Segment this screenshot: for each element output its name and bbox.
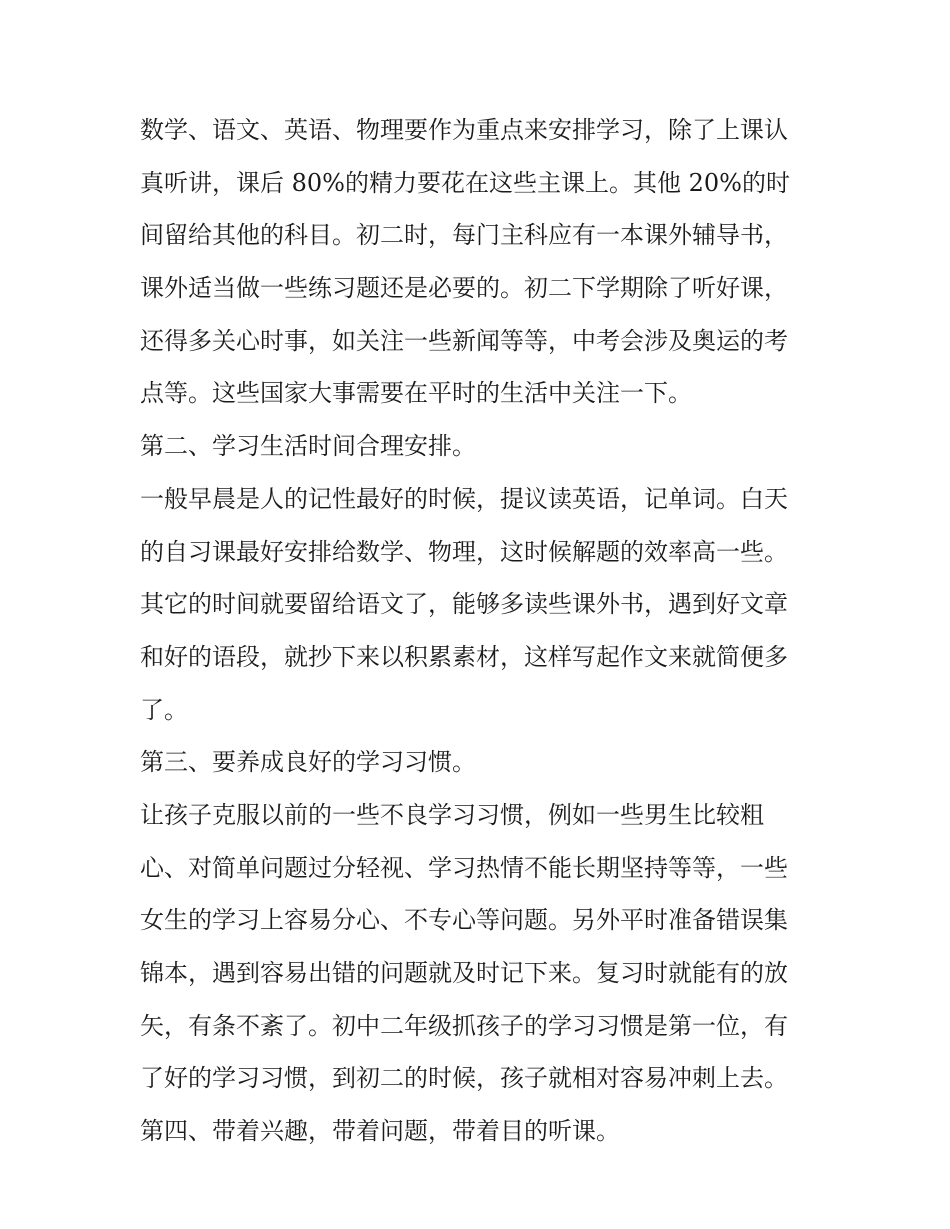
text-line: 了好的学习习惯，到初二的时候，孩子就相对容易冲刺上去。: [140, 1064, 788, 1093]
text-line: 间留给其他的科目。初二时，每门主科应有一本课外辅导书，: [140, 221, 788, 250]
section-heading-2: 第二、学习生活时间合理安排。: [140, 432, 476, 461]
text-line: 矢，有条不紊了。初中二年级抓孩子的学习习惯是第一位，有: [140, 1011, 788, 1040]
document-body: [140, 104, 820, 1158]
text-line: 真听讲，课后 80%的精力要花在这些主课上。其他 20%的时: [140, 168, 790, 197]
text-line: 还得多关心时事，如关注一些新闻等等，中考会涉及奥运的考: [140, 326, 788, 355]
text-line: 数学、语文、英语、物理要作为重点来安排学习，除了上课认: [140, 116, 788, 144]
section-heading-3: 第三、要养成良好的学习习惯。: [140, 748, 476, 777]
text-line: 心、对简单问题过分轻视、学习热情不能长期坚持等等，一些: [140, 853, 788, 882]
text-line: 的自习课最好安排给数学、物理，这时候解题的效率高一些。: [140, 537, 788, 566]
text-line: 一般早晨是人的记性最好的时候，提议读英语，记单词。白天: [140, 484, 788, 513]
text-line: 了。: [140, 695, 188, 724]
text-line: 女生的学习上容易分心、不专心等问题。另外平时准备错误集: [140, 906, 788, 935]
text-line: 课外适当做一些练习题还是必要的。初二下学期除了听好课，: [140, 274, 788, 303]
text-line: 点等。这些国家大事需要在平时的生活中关注一下。: [140, 379, 692, 408]
text-line: 和好的语段，就抄下来以积累素材，这样写起作文来就简便多: [140, 642, 788, 671]
text-line: 其它的时间就要留给语文了，能够多读些课外书，遇到好文章: [140, 590, 788, 619]
text-line: 锦本，遇到容易出错的问题就及时记下来。复习时就能有的放: [140, 959, 788, 987]
section-heading-4: 第四、带着兴趣，带着问题，带着目的听课。: [140, 1117, 620, 1146]
text-line: 让孩子克服以前的一些不良学习习惯，例如一些男生比较粗: [140, 800, 764, 829]
